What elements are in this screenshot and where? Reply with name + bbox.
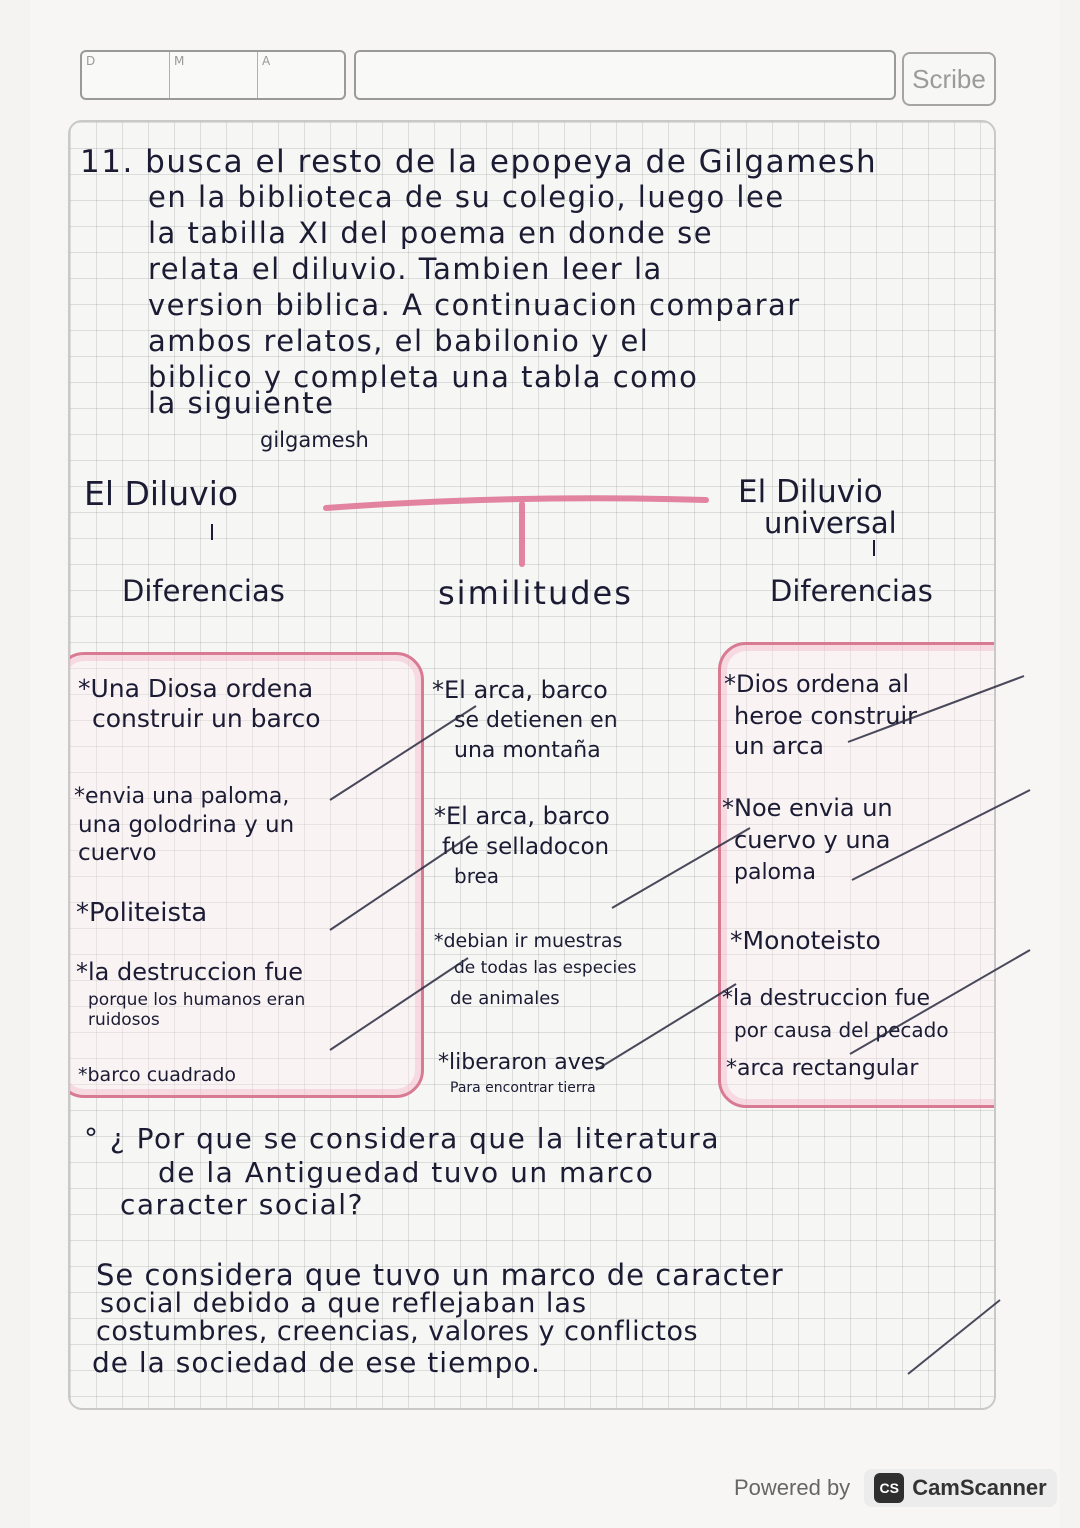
list-item: *Una Diosa ordena [78,674,314,703]
list-item: *barco cuadrado [78,1064,237,1086]
powered-by-label: Powered by [734,1475,851,1500]
question-11-line: la siguiente [148,386,335,420]
list-item: una golodrina y un [78,812,295,838]
camscanner-brand: CamScanner [912,1475,1047,1500]
list-item: *debian ir muestras [434,930,623,952]
gilgamesh-note: gilgamesh [260,428,369,452]
list-item: *la destruccion fue [76,958,304,986]
scribe-logo: Scribe [902,52,996,106]
camscanner-watermark [734,1466,1057,1510]
list-item: de animales [450,988,560,1009]
list-item: *Politeista [76,898,208,928]
camscanner-badge [864,1469,1057,1507]
list-item: heroe construir [734,702,918,730]
list-item: porque los humanos eran [88,990,306,1010]
answer-line: de la sociedad de ese tiempo. [92,1346,541,1379]
list-item: Para encontrar tierra [450,1080,596,1096]
list-item: construir un barco [92,704,321,733]
list-item: *El arca, barco [434,802,610,830]
heading-connectors [212,524,874,556]
list-item: *liberaron aves [438,1050,606,1075]
list-item: *Dios ordena al [724,670,910,698]
camscanner-logo-icon: CS [874,1473,904,1503]
list-item: un arca [734,732,824,760]
right-heading: Diferencias [770,574,933,608]
list-item: *la destruccion fue [722,986,931,1011]
center-heading: similitudes [438,574,633,612]
list-item: paloma [734,860,816,885]
list-item: brea [454,864,500,888]
answer-line: Se considera que tuvo un marco de caracter [96,1258,784,1292]
answer-line: costumbres, creencias, valores y conflictos [96,1316,699,1347]
left-heading: Diferencias [122,574,285,608]
list-item: fue selladocon [442,834,610,860]
question-11-line: relata el diluvio. Tambien leer la [148,252,663,286]
question-11-line: 11. busca el resto de la epopeya de Gilgamesh [80,144,878,180]
question-11-line: ambos relatos, el babilonio y el [148,324,650,358]
list-item: *Noe envia un [722,794,893,822]
right-title: El Diluvio [738,474,883,510]
date-day-cell: D [82,52,170,98]
question-2-line: de la Antiguedad tuvo un marco [158,1156,655,1189]
list-item: una montaña [454,738,601,763]
date-month-cell: M [170,52,258,98]
list-item: ruidosos [88,1010,160,1030]
connector-strokes [330,676,1030,1374]
list-item: cuervo y una [734,826,891,854]
right-title-line-2: universal [764,506,897,540]
question-11-line: en la biblioteca de su colegio, luego lee [148,180,785,214]
pink-bracket [326,498,706,564]
list-item: *arca rectangular [726,1056,919,1081]
left-title: El Diluvio [84,474,239,513]
list-item: *Monoteisto [730,926,881,955]
list-item: se detienen en [454,708,618,733]
list-item: cuervo [78,840,157,866]
list-item: *envia una paloma, [74,784,290,809]
question-2-line: caracter social? [120,1188,364,1221]
list-item: *El arca, barco [432,676,608,704]
date-year-cell: A [262,54,271,68]
list-item: por causa del pecado [734,1018,949,1042]
question-2-line: ° ¿ Por que se considera que la literatura [84,1122,720,1155]
question-11-line: biblico y completa una tabla como [148,360,699,394]
list-item: de todas las especies [454,958,637,978]
answer-line: social debido a que reflejaban las [100,1288,588,1319]
question-11-line: la tabilla XI del poema en donde se [148,216,714,250]
question-11-line: version biblica. A continuacion comparar [148,288,801,322]
